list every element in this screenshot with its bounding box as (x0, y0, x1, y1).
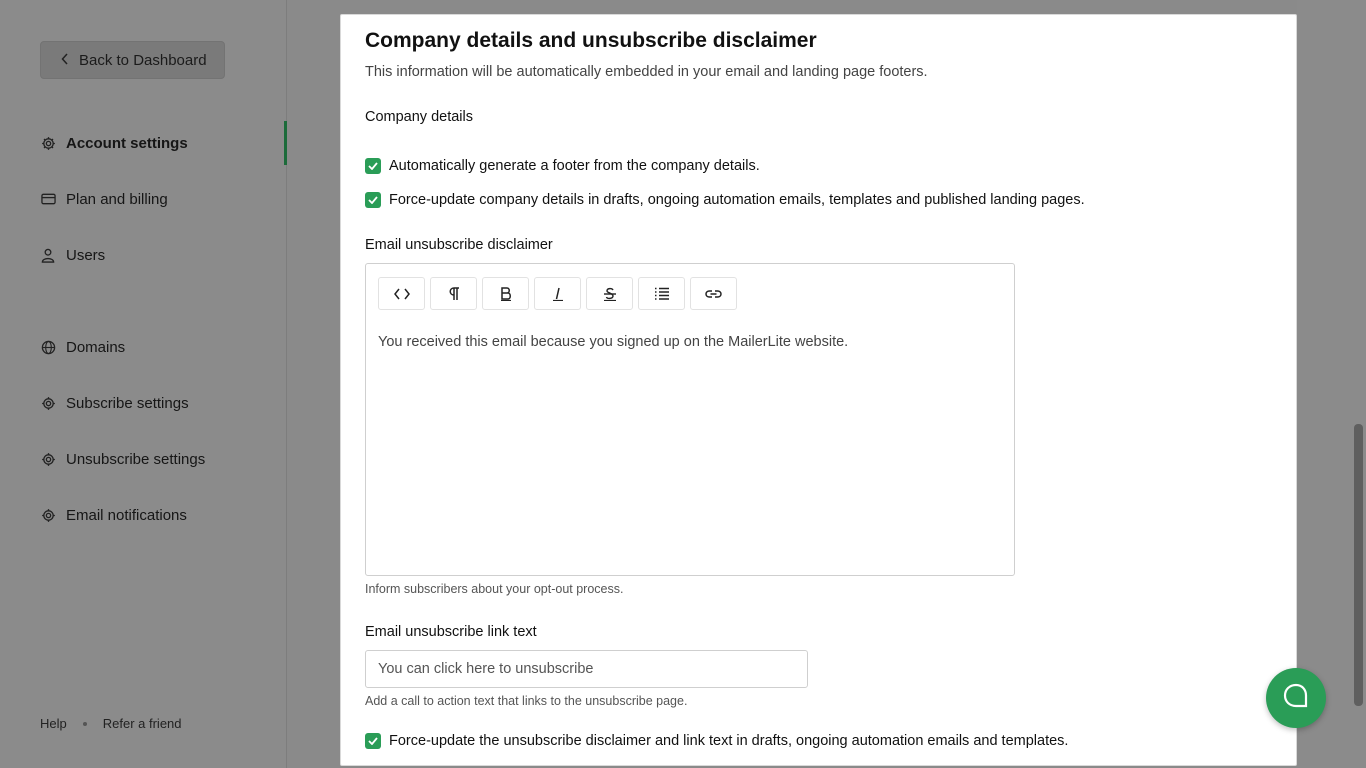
modal-subtitle: This information will be automatically embedded in your email and landing page footers. (365, 64, 928, 80)
sidebar-item-label: Subscribe settings (66, 394, 189, 412)
disclaimer-editor[interactable] (365, 263, 1015, 576)
force-update-disclaimer-checkbox-row[interactable] (365, 733, 1068, 749)
globe-icon (40, 339, 56, 355)
paragraph-icon[interactable] (430, 277, 477, 310)
sidebar-item-email-notifications[interactable] (40, 505, 187, 525)
checkbox-checked[interactable] (365, 158, 381, 174)
chevron-left-icon (61, 52, 69, 68)
sidebar-item-label: Account settings (66, 134, 188, 152)
checkbox-label: Force-update the unsubscribe disclaimer and link text in drafts, ongoing automation emails and templates. (389, 733, 1069, 749)
editor-toolbar (378, 277, 737, 310)
sidebar-item-label: Email notifications (66, 506, 187, 524)
list-icon[interactable] (638, 277, 685, 310)
company-details-modal (340, 14, 1297, 766)
sidebar-item-label: Plan and billing (66, 190, 168, 208)
gear-icon (40, 395, 56, 411)
refer-friend-link[interactable]: Refer a friend (102, 716, 182, 731)
gear-icon (40, 135, 56, 151)
sidebar-item-label: Users (66, 246, 106, 264)
back-to-dashboard-button[interactable] (40, 41, 225, 79)
active-indicator (284, 121, 287, 165)
user-icon (40, 247, 56, 263)
sidebar-item-domains[interactable] (40, 337, 125, 357)
disclaimer-hint: Inform subscribers about your opt-out process. (365, 582, 624, 596)
checkbox-checked[interactable] (365, 733, 381, 749)
checkbox-label: Automatically generate a footer from the company details. (389, 158, 760, 174)
force-update-company-checkbox-row[interactable] (365, 192, 1085, 208)
page-scrollbar[interactable] (1354, 424, 1363, 706)
bold-icon[interactable] (482, 277, 529, 310)
chat-icon (1283, 683, 1309, 714)
strikethrough-icon[interactable] (586, 277, 633, 310)
link-text-label: Email unsubscribe link text (365, 624, 537, 640)
sidebar-item-label: Unsubscribe settings (66, 450, 206, 468)
credit-card-icon (40, 191, 56, 207)
help-link[interactable]: Help (40, 716, 67, 731)
disclaimer-label: Email unsubscribe disclaimer (365, 237, 553, 253)
link-icon[interactable] (690, 277, 737, 310)
link-text-hint: Add a call to action text that links to the unsubscribe page. (365, 694, 688, 708)
code-icon[interactable] (378, 277, 425, 310)
sidebar-item-users[interactable] (40, 245, 105, 265)
gear-icon (40, 451, 56, 467)
italic-icon[interactable] (534, 277, 581, 310)
separator-dot (83, 722, 87, 726)
sidebar-item-subscribe-settings[interactable] (40, 393, 189, 413)
gear-icon (40, 507, 56, 523)
sidebar-item-label: Domains (66, 338, 126, 356)
sidebar-item-account-settings[interactable] (40, 133, 188, 153)
company-details-label: Company details (365, 109, 473, 125)
back-to-dashboard-label: Back to Dashboard (79, 51, 207, 69)
checkbox-label: Force-update company details in drafts, ongoing automation emails, templates and published landing pages. (389, 192, 1085, 208)
modal-title: Company details and unsubscribe disclaimer (365, 29, 817, 52)
help-chat-button[interactable] (1266, 668, 1326, 728)
auto-footer-checkbox-row[interactable] (365, 158, 760, 174)
checkbox-checked[interactable] (365, 192, 381, 208)
sidebar-item-plan-billing[interactable] (40, 189, 168, 209)
sidebar-item-unsubscribe-settings[interactable] (40, 449, 205, 469)
link-text-input[interactable] (365, 650, 808, 688)
sidebar (0, 0, 287, 768)
sidebar-footer (40, 716, 182, 731)
editor-content[interactable]: You received this email because you signed up on the MailerLite website. (378, 334, 849, 350)
